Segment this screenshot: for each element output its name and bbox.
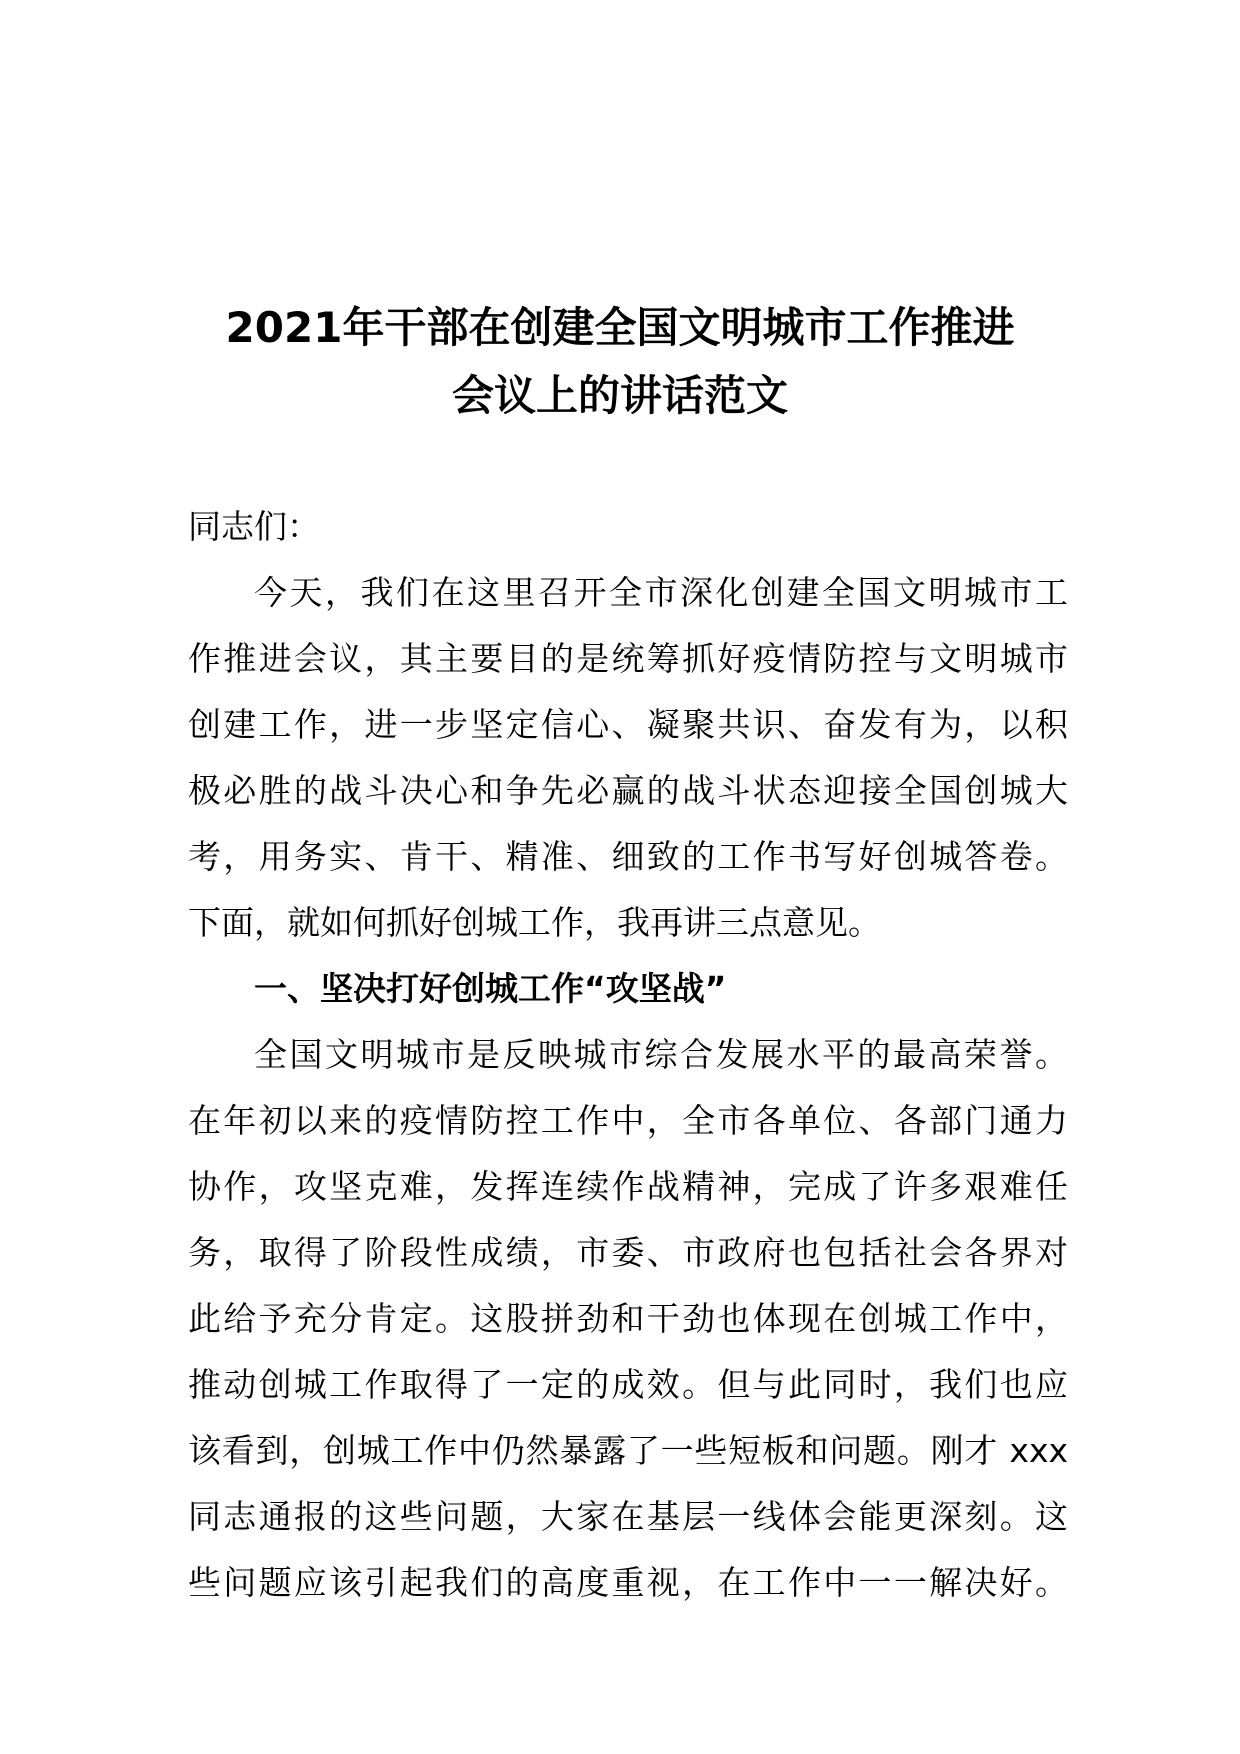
section-heading-1: 一、坚决打好创城工作“攻坚战”	[254, 969, 727, 1008]
paragraph-2-line-5: 此给予充分肯定。这股拼劲和干劲也体现在创城工作中，	[188, 1299, 1068, 1338]
paragraph-2-line-1: 全国文明城市是反映城市综合发展水平的最高荣誉。	[254, 1035, 1068, 1074]
paragraph-1-line-1: 今天，我们在这里召开全市深化创建全国文明城市工	[254, 573, 1068, 612]
paragraph-2-line-6: 推动创城工作取得了一定的成效。但与此同时，我们也应	[188, 1365, 1068, 1404]
paragraph-2-line-4: 务，取得了阶段性成绩，市委、市政府也包括社会各界对	[188, 1233, 1068, 1272]
paragraph-1-line-5: 考，用务实、肯干、精准、细致的工作书写好创城答卷。	[188, 837, 1068, 876]
document-title-line-1: 2021年干部在创建全国文明城市工作推进	[225, 303, 1015, 352]
paragraph-2-line-2: 在年初以来的疫情防控工作中，全市各单位、各部门通力	[188, 1101, 1068, 1140]
document-body	[188, 494, 1068, 1616]
document-title-line-2: 会议上的讲话范文	[451, 371, 788, 420]
salutation: 同志们：	[188, 507, 320, 546]
paragraph-1-line-2: 作推进会议，其主要目的是统筹抓好疫情防控与文明城市	[188, 639, 1068, 678]
paragraph-2-line-9: 些问题应该引起我们的高度重视，在工作中一一解决好。	[188, 1563, 1068, 1602]
paragraph-2-line-7: 该看到，创城工作中仍然暴露了一些短板和问题。刚才 xxx	[188, 1431, 1068, 1470]
paragraph-1-line-6: 下面，就如何抓好创城工作，我再讲三点意见。	[188, 903, 881, 942]
paragraph-1-line-4: 极必胜的战斗决心和争先必赢的战斗状态迎接全国创城大	[188, 771, 1068, 810]
paragraph-2-line-8: 同志通报的这些问题，大家在基层一线体会能更深刻。这	[188, 1497, 1068, 1536]
paragraph-1-line-3: 创建工作，进一步坚定信心、凝聚共识、奋发有为，以积	[188, 705, 1068, 744]
paragraph-2-line-3: 协作，攻坚克难，发挥连续作战精神，完成了许多艰难任	[188, 1167, 1068, 1206]
